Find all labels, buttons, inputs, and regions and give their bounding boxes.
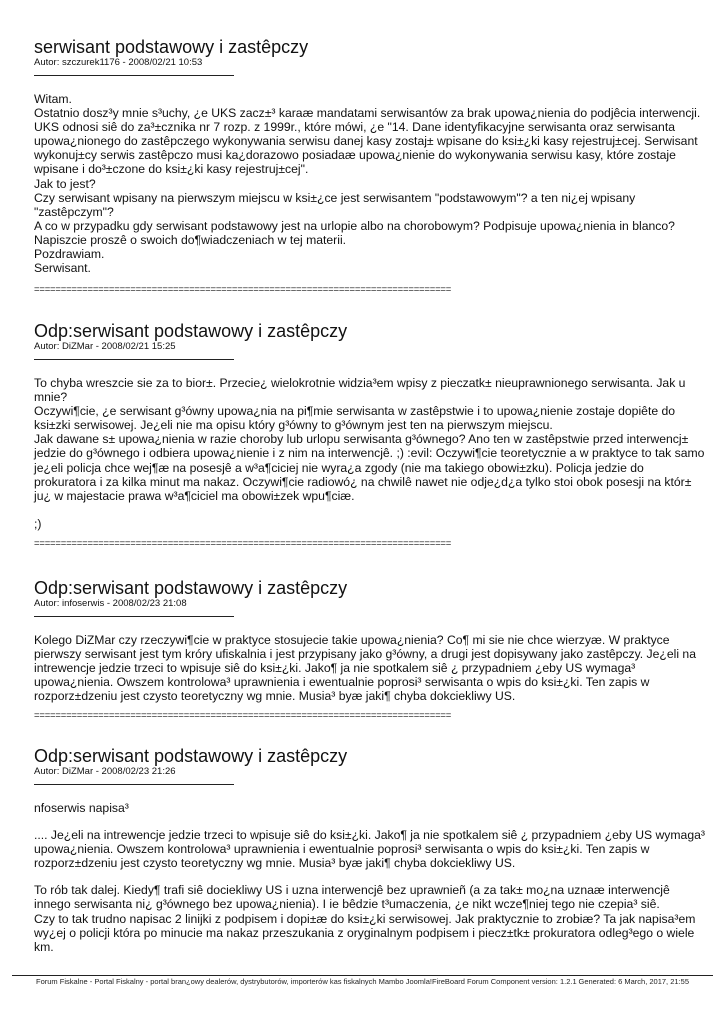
post-author-meta: Autor: szczurek1176 - 2008/02/21 10:53: [34, 57, 203, 68]
meta-divider: [34, 616, 234, 617]
post-body: [34, 633, 706, 703]
post-paragraph: To chyba wreszcie sie za to bior±. Przecie¿ wielokrotnie widzia³em wpisy z pieczatk± nieuprawnionego serwisanta. Jak u mnie? Oczywi¶cie, ¿e serwisant g³ówny upowa¿nia na pi¶mie serwisanta w zastêpstwie i to upowa¿nienie zostaje dopiête do ksi±zki serwisowej. Je¿eli nie ma opisu który g³ówny to g³ównym jest ten na pierwszym miejscu. Jak dawane s± upowa¿nienia w razie choroby lub urlopu serwisanta g³ównego? Ano ten w zastêpstwie przed interwencj± jedzie do g³ównego i odbiera upowa¿nienie i z nim na interwencjê. ;) :evil: Oczywi¶cie teoretycznie a w praktyce to tak samo je¿eli policja chce wej¶æ na posesjê a w³a¶ciciej nie wyra¿a zgody (nie ma takiego obowi±zku). Policja jedzie do prokuratora i za kilka minut ma nakaz. Oczywi¶cie radiowó¿ na chwilê nawet nie odje¿d¿a tylko stoi obok posesji na któr± ju¿ w majestacie prawa w³a¶ciciel ma obowi±zek wpu¶ciæ.: [34, 376, 705, 503]
meta-divider: [34, 359, 234, 360]
post-title: Odp:serwisant podstawowy i zastêpczy: [34, 746, 348, 766]
post-author-meta: Autor: DiZMar - 2008/02/23 21:26: [34, 766, 176, 777]
post-paragraph: Kolego DiZMar czy rzeczywi¶cie w praktyce stosujecie takie upowa¿nienia? Co¶ mi sie nie chce wierzyæ. W praktyce pierwszy serwisant jest tym króry ufiskalnia i jest przypisany jako g³ówny, a drugi jest dopisywany jako zastêpczy. Je¿eli na intrewencje jedzie trzeci to wpisuje siê do ksi±¿ki. Jako¶ ja nie spotkalem siê ¿ przypadniem ¿eby US wymaga³ upowa¿nienia. Owszem kontrolowa³ uprawnienia i ewentualnie poprosi³ serwisanta o wpis do ksi±¿ki. Ten zapis w rozporz±dzeniu jest czysto teoretyczny wg mnie. Musia³ byæ jaki¶ chyba dokciekliwy US.: [34, 633, 696, 704]
post-body: [34, 376, 706, 531]
quoted-text: .... Je¿eli na intrewencje jedzie trzeci to wpisuje siê do ksi±¿ki. Jako¶ ja nie spotkalem siê ¿ przypadniem ¿eby US wymaga³ upowa¿nienia. Owszem kontrolowa³ uprawnienia i ewentualnie poprosi³ serwisanta o wpis do ksi±¿ki. Ten zapis w rozporz±dzeniu jest czysto teoretyczny wg mnie. Musia³ byæ jaki¶ chyba dokciekliwy US.: [34, 828, 705, 871]
post-separator: ==============================================================================: [34, 285, 452, 296]
post-paragraph: ;): [34, 516, 42, 531]
post-separator: ==============================================================================: [34, 538, 452, 549]
post-author-meta: Autor: DiZMar - 2008/02/21 15:25: [34, 341, 176, 352]
post-title: Odp:serwisant podstawowy i zastêpczy: [34, 321, 348, 341]
meta-divider: [34, 784, 234, 785]
forum-post: [34, 322, 706, 549]
post-body: [34, 801, 706, 954]
quote-header: nfoserwis napisa³: [34, 801, 129, 815]
footer-divider: [12, 975, 713, 976]
post-author-meta: Autor: infoserwis - 2008/02/23 21:08: [34, 598, 187, 609]
forum-post: [34, 579, 706, 721]
post-body: [34, 92, 706, 275]
post-paragraph: Witam. Ostatnio dosz³y mnie s³uchy, ¿e UKS zacz±³ karaæ mandatami serwisantów za brak upowa¿nienia do podjêcia interwencji. UKS odnosi siê do za³±cznika nr 7 rozp. z 1999r., które mówi, ¿e "14. Dane identyfikacyjne serwisanta oraz serwisanta upowa¿nionego do zastêpczego wykonywania serwisu danej kasy zostaj± wpisane do ksi±¿ki kasy rejestruj±cej. Serwisant wykonuj±cy serwis zastêpczo musi ka¿dorazowo posiadaæ upowa¿nienie do wykonywania serwisu kasy, które zostaje wpisane i do³±czone do ksi±¿ki kasy rejestruj±cej". Jak to jest? Czy serwisant wpisany na pierwszym miejscu w ksi±¿ce jest serwisantem "podstawowym"? a ten ni¿ej wpisany "zastêpczym"? A co w przypadku gdy serwisant podstawowy jest na urlopie albo na chorobowym? Podpisuje upowa¿nienia in blanco? Napiszcie proszê o swoich do¶wiadczeniach w tej materii. Pozdrawiam. Serwisant.: [34, 92, 701, 276]
forum-post: [34, 747, 706, 954]
meta-divider: [34, 75, 234, 76]
post-paragraph: To rób tak dalej. Kiedy¶ trafi siê dociekliwy US i uzna interwencjê bez uprawnieñ (a za tak± mo¿na uznaæ interwencjê innego serwisanta ni¿ g³ównego bez upowa¿nienia). I ie bêdzie t³umaczenia, ¿e nikt wcze¶niej tego nie czepia³ siê. Czy to tak trudno napisac 2 linijki z podpisem i dopi±æ do ksi±¿ki serwisowej. Jak praktycznie to zrobiæ? Ta jak napisa³em wy¿ej o policji która po minucie ma nakaz przeszukania z oryginalnym podpisem i piecz±tk± prokuratora odleg³ego o wiele km.: [34, 883, 696, 954]
footer-generated-date: Generated: 6 March, 2017, 21:55: [578, 977, 689, 986]
post-title: Odp:serwisant podstawowy i zastêpczy: [34, 578, 348, 598]
forum-post: [34, 38, 706, 295]
footer-source: Forum Fiskalne - Portal Fiskalny - portal bran¿owy dealerów, dystrybutorów, importerów kas fiskalnych Mambo Joomla!FireBoard Forum Component version: 1.2.1: [36, 977, 577, 986]
post-separator: ==============================================================================: [34, 711, 452, 722]
post-title: serwisant podstawowy i zastêpczy: [34, 37, 309, 57]
